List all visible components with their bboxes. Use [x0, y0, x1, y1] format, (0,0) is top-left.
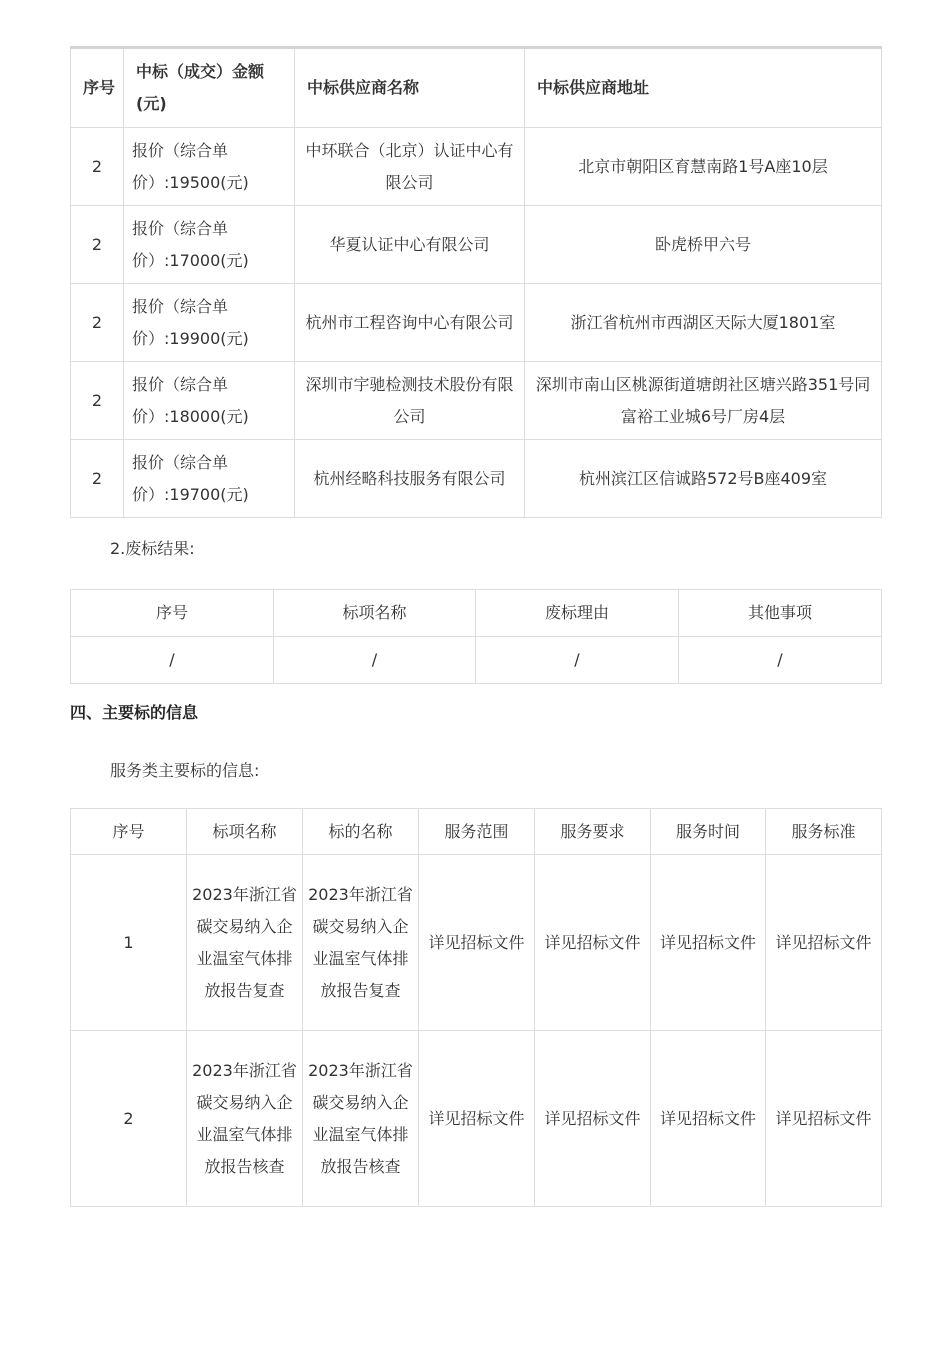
table-row — [71, 362, 882, 440]
row-supplier-name: 杭州经略科技服务有限公司 — [295, 440, 525, 518]
row-supplier-name: 中环联合（北京）认证中心有限公司 — [295, 128, 525, 206]
row-supplier-name: 华夏认证中心有限公司 — [295, 206, 525, 284]
row-seq: 2 — [71, 206, 124, 284]
cell-reason: / — [476, 637, 679, 684]
cell-subject-name: 2023年浙江省碳交易纳入企业温室气体排放报告复查 — [303, 855, 419, 1031]
table-row — [71, 440, 882, 518]
cell-seq: 2 — [71, 1031, 187, 1207]
header-service-requirement: 服务要求 — [535, 809, 651, 855]
cell-service-standard: 详见招标文件 — [766, 1031, 882, 1207]
header-service-time: 服务时间 — [651, 809, 766, 855]
header-amount: 中标（成交）金额(元) — [124, 48, 295, 128]
cell-service-requirement: 详见招标文件 — [535, 855, 651, 1031]
row-seq: 2 — [71, 128, 124, 206]
row-amount: 报价（综合单价）:18000(元) — [124, 362, 295, 440]
table-header-row — [71, 590, 882, 637]
header-other: 其他事项 — [679, 590, 882, 637]
header-lot-name: 标项名称 — [187, 809, 303, 855]
header-supplier-address: 中标供应商地址 — [525, 48, 882, 128]
header-lot-name: 标项名称 — [274, 590, 476, 637]
row-supplier-address: 北京市朝阳区育慧南路1号A座10层 — [525, 128, 882, 206]
cell-other: / — [679, 637, 882, 684]
winning-bidders-table — [70, 46, 882, 518]
header-reason: 废标理由 — [476, 590, 679, 637]
cell-service-scope: 详见招标文件 — [419, 1031, 535, 1207]
row-supplier-name: 深圳市宇驰检测技术股份有限公司 — [295, 362, 525, 440]
row-amount: 报价（综合单价）:19900(元) — [124, 284, 295, 362]
header-seq: 序号 — [71, 809, 187, 855]
row-supplier-name: 杭州市工程咨询中心有限公司 — [295, 284, 525, 362]
header-seq: 序号 — [71, 48, 124, 128]
cell-subject-name: 2023年浙江省碳交易纳入企业温室气体排放报告核查 — [303, 1031, 419, 1207]
table-header-row — [71, 48, 882, 128]
cell-service-time: 详见招标文件 — [651, 1031, 766, 1207]
cell-service-scope: 详见招标文件 — [419, 855, 535, 1031]
row-seq: 2 — [71, 362, 124, 440]
abandoned-bids-table — [70, 589, 882, 684]
cell-seq: 1 — [71, 855, 187, 1031]
header-service-scope: 服务范围 — [419, 809, 535, 855]
table-row — [71, 284, 882, 362]
section-title: 四、主要标的信息 — [70, 703, 199, 722]
row-seq: 2 — [71, 284, 124, 362]
row-supplier-address: 深圳市南山区桃源街道塘朗社区塘兴路351号同富裕工业城6号厂房4层 — [525, 362, 882, 440]
table-row — [71, 1031, 882, 1207]
cell-service-standard: 详见招标文件 — [766, 855, 882, 1031]
cell-seq: / — [71, 637, 274, 684]
table-row — [71, 128, 882, 206]
abandoned-result-label: 2.废标结果: — [110, 539, 195, 558]
cell-service-time: 详见招标文件 — [651, 855, 766, 1031]
cell-service-requirement: 详见招标文件 — [535, 1031, 651, 1207]
cell-lot-name: 2023年浙江省碳交易纳入企业温室气体排放报告核查 — [187, 1031, 303, 1207]
header-service-standard: 服务标准 — [766, 809, 882, 855]
row-supplier-address: 杭州滨江区信诚路572号B座409室 — [525, 440, 882, 518]
cell-lot-name: 2023年浙江省碳交易纳入企业温室气体排放报告复查 — [187, 855, 303, 1031]
row-supplier-address: 浙江省杭州市西湖区天际大厦1801室 — [525, 284, 882, 362]
service-subject-intro: 服务类主要标的信息: — [110, 761, 260, 780]
table-row — [71, 855, 882, 1031]
header-seq: 序号 — [71, 590, 274, 637]
cell-lot-name: / — [274, 637, 476, 684]
row-amount: 报价（综合单价）:17000(元) — [124, 206, 295, 284]
header-subject-name: 标的名称 — [303, 809, 419, 855]
row-amount: 报价（综合单价）:19700(元) — [124, 440, 295, 518]
row-amount: 报价（综合单价）:19500(元) — [124, 128, 295, 206]
table-row — [71, 206, 882, 284]
table-row — [71, 637, 882, 684]
table-header-row — [71, 809, 882, 855]
service-subjects-table — [70, 808, 882, 1207]
row-supplier-address: 卧虎桥甲六号 — [525, 206, 882, 284]
row-seq: 2 — [71, 440, 124, 518]
header-supplier-name: 中标供应商名称 — [295, 48, 525, 128]
